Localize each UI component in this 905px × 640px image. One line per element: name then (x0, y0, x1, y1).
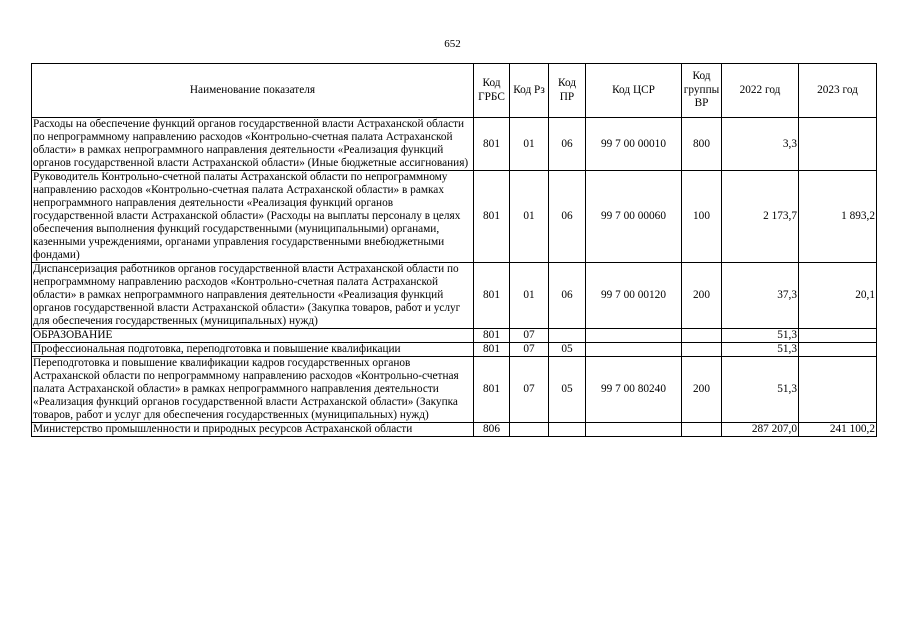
cell-2023: 1 893,2 (799, 171, 877, 263)
cell-vr: 200 (682, 263, 722, 329)
table-row (32, 171, 877, 263)
header-vr: Код группы ВР (682, 64, 722, 118)
cell-grbs: 801 (474, 357, 510, 423)
cell-pr: 06 (549, 263, 586, 329)
cell-grbs: 801 (474, 263, 510, 329)
cell-2022: 3,3 (722, 118, 799, 171)
cell-2022: 37,3 (722, 263, 799, 329)
cell-2023 (799, 343, 877, 357)
cell-pr: 05 (549, 357, 586, 423)
cell-rz: 01 (510, 263, 549, 329)
cell-csr: 99 7 00 00060 (586, 171, 682, 263)
cell-grbs: 801 (474, 343, 510, 357)
cell-vr: 200 (682, 357, 722, 423)
cell-csr: 99 7 00 00120 (586, 263, 682, 329)
cell-vr: 800 (682, 118, 722, 171)
header-name: Наименование показателя (32, 64, 474, 118)
cell-2022: 2 173,7 (722, 171, 799, 263)
cell-2022: 51,3 (722, 329, 799, 343)
cell-2023: 20,1 (799, 263, 877, 329)
cell-grbs: 801 (474, 329, 510, 343)
cell-rz: 07 (510, 343, 549, 357)
cell-vr (682, 343, 722, 357)
cell-pr: 06 (549, 171, 586, 263)
table-row (32, 423, 877, 437)
cell-grbs: 801 (474, 118, 510, 171)
cell-csr: 99 7 00 00010 (586, 118, 682, 171)
cell-2023 (799, 329, 877, 343)
cell-csr (586, 329, 682, 343)
cell-name: Профессиональная подготовка, переподготовка и повышение квалификации (32, 343, 474, 357)
cell-2023: 241 100,2 (799, 423, 877, 437)
cell-name: Руководитель Контрольно-счетной палаты Астраханской области по непрограммному направлению расходов «Контрольно-счетная палата Астраханской области» в рамках непрограммного направления деятельности «Реализация функций органов государственной власти Астраханской области» (Расходы на выплаты персоналу в целях обеспечения выполнения функций государственными (муниципальными) органами, казенными учреждениями, органами управления государственными внебюджетными фондами) (32, 171, 474, 263)
cell-rz (510, 423, 549, 437)
header-2022: 2022 год (722, 64, 799, 118)
table-row (32, 263, 877, 329)
cell-2023 (799, 118, 877, 171)
cell-vr (682, 329, 722, 343)
cell-grbs: 806 (474, 423, 510, 437)
cell-rz: 07 (510, 329, 549, 343)
page-number: 652 (444, 38, 461, 50)
cell-name: Министерство промышленности и природных ресурсов Астраханской области (32, 423, 474, 437)
header-pr: Код ПР (549, 64, 586, 118)
cell-name: Переподготовка и повышение квалификации кадров государственных органов Астраханской области по непрограммному направлению расходов «Контрольно-счетная палата Астраханской области» в рамках непрограммного направления деятельности «Реализация функций органов государственной власти Астраханской области» (Закупка товаров, работ и услуг для обеспечения государственных (муниципальных) нужд) (32, 357, 474, 423)
table-row (32, 343, 877, 357)
cell-vr: 100 (682, 171, 722, 263)
header-rz: Код Рз (510, 64, 549, 118)
cell-2022: 287 207,0 (722, 423, 799, 437)
table-row (32, 329, 877, 343)
cell-2022: 51,3 (722, 343, 799, 357)
header-grbs: Код ГРБС (474, 64, 510, 118)
cell-rz: 01 (510, 118, 549, 171)
cell-rz: 07 (510, 357, 549, 423)
cell-name: Расходы на обеспечение функций органов государственной власти Астраханской области по непрограммному направлению расходов «Контрольно-счетная палата Астраханской области» в рамках непрограммного направления деятельности «Реализация функций органов государственной власти Астраханской области» (Иные бюджетные ассигнования) (32, 118, 474, 171)
cell-vr (682, 423, 722, 437)
cell-csr (586, 343, 682, 357)
cell-csr (586, 423, 682, 437)
cell-name: ОБРАЗОВАНИЕ (32, 329, 474, 343)
table-header-row (32, 64, 877, 118)
cell-2022: 51,3 (722, 357, 799, 423)
cell-grbs: 801 (474, 171, 510, 263)
cell-pr (549, 329, 586, 343)
cell-pr: 06 (549, 118, 586, 171)
table-row (32, 118, 877, 171)
cell-rz: 01 (510, 171, 549, 263)
cell-2023 (799, 357, 877, 423)
table-row (32, 357, 877, 423)
budget-table (31, 63, 877, 437)
cell-csr: 99 7 00 80240 (586, 357, 682, 423)
cell-pr (549, 423, 586, 437)
cell-name: Диспансеризация работников органов государственной власти Астраханской области по непрограммному направлению расходов «Контрольно-счетная палата Астраханской области» в рамках непрограммного направления деятельности «Реализация функций органов государственной власти Астраханской области» (Закупка товаров, работ и услуг для обеспечения государственных (муниципальных) нужд) (32, 263, 474, 329)
cell-pr: 05 (549, 343, 586, 357)
header-2023: 2023 год (799, 64, 877, 118)
table-body (32, 118, 877, 437)
header-csr: Код ЦСР (586, 64, 682, 118)
